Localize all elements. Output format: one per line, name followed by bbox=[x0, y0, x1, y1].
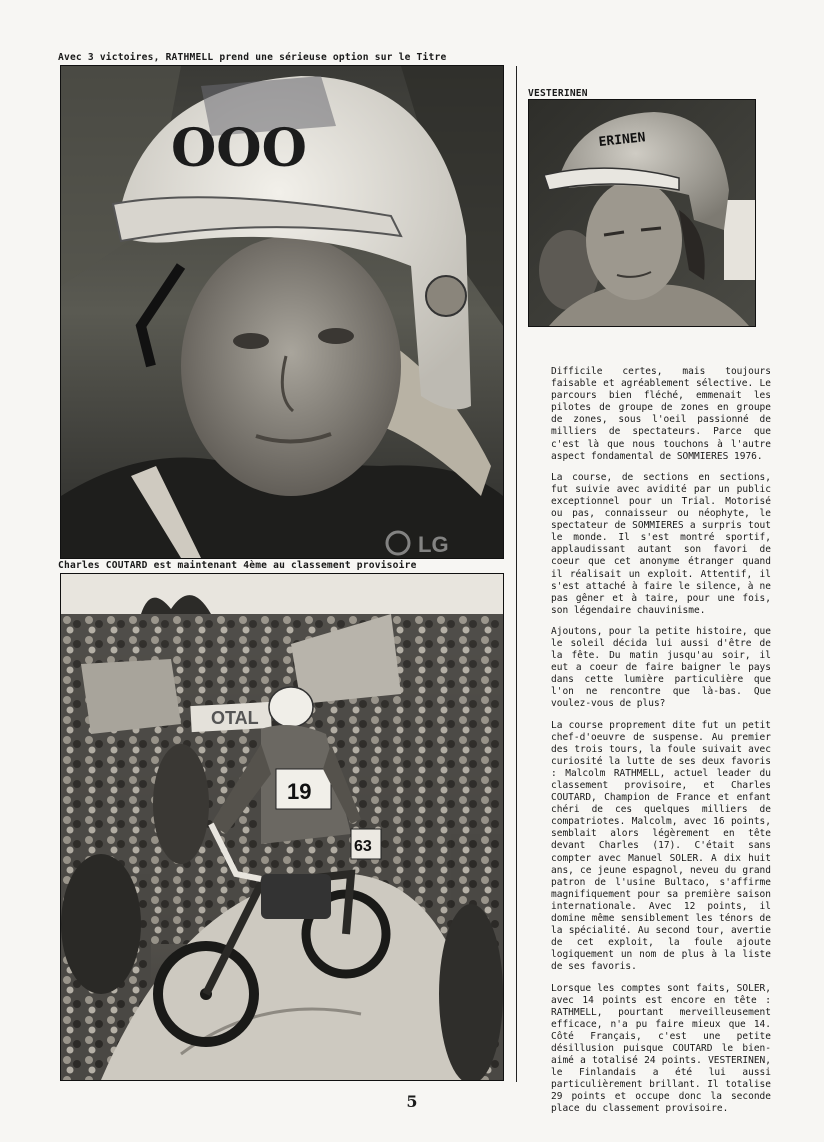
rider-bib-number: 19 bbox=[287, 779, 312, 804]
caption-rathmell: Avec 3 victoires, RATHMELL prend une sérieuse option sur le Titre bbox=[58, 52, 447, 63]
caption-coutard: Charles COUTARD est maintenant 4ème au classement provisoire bbox=[58, 560, 417, 571]
watermark-logo bbox=[380, 528, 490, 558]
photo-coutard-image bbox=[61, 574, 503, 1080]
helmet-name: ERINEN bbox=[597, 130, 647, 151]
photo-vesterinen-image bbox=[529, 100, 755, 326]
photo-vesterinen bbox=[528, 99, 756, 327]
photo-rathmell-image bbox=[61, 66, 503, 558]
helmet-lettering: OOO bbox=[171, 118, 307, 179]
photo-rathmell bbox=[60, 65, 504, 559]
article-paragraph-5: Lorsque les comptes sont faits, SOLER, avec 14 points est encore en tête : RATHMELL, pourtant merveilleusement efficace, n'a pu faire mieux que 14. Côté Français, c'est une petite désillusion puisque COUTARD le bien-aimé a totalisé 24 points. VESTERINEN, le Finlandais a été lui aussi particulièrement brillant. Il totalise 29 points et occupe donc la seconde place du classement provisoire. bbox=[551, 982, 771, 1115]
photo-coutard bbox=[60, 573, 504, 1081]
column-divider bbox=[516, 66, 517, 1082]
article-paragraph-4: La course proprement dite fut un petit chef-d'oeuvre de suspense. Au premier des trois tours, la foule suivait avec curiosité la lutte de ses deux favoris : Malcolm RATHMELL, actuel leader du classement provisoire, et Charles COUTARD, Champion de France et enfant chéri de ces quelques milliers de compatriotes. Malcolm, avec 16 points, semblait alors légèrement en tête devant Charles (17). C'était sans compter avec Manuel SOLER. A dix huit ans, ce jeune espagnol, neveu du grand patron de l'usine Bultaco, s'affirme magnifiquement pour sa première saison internationale. Avec 12 points, il domine même sensiblement les ténors de la spécialité. Au second tour, avertie de cet exploit, la foule ajoute logiquement un nom de plus à la liste de ses favoris. bbox=[551, 719, 771, 973]
caption-vesterinen: VESTERINEN bbox=[528, 88, 588, 99]
spectator-bib-number: 63 bbox=[354, 838, 372, 855]
page-number: 5 bbox=[406, 1092, 418, 1111]
article-paragraph-3: Ajoutons, pour la petite histoire, que le soleil décida lui aussi d'être de la fête. Du matin jusqu'au soir, il eut a coeur de faire baigner le pays dans cette lumière particulière que l'on ne rencontre que là-bas. Que voulez-vous de plus? bbox=[551, 625, 771, 710]
svg-text:LG: LG bbox=[418, 532, 449, 557]
article-paragraph-1: Difficile certes, mais toujours faisable et agréablement sélective. Le parcours bien fléché, emmenait les pilotes de groupe de zones en groupe de zones, sous l'oeil passionné de milliers de spectateurs. Parce que c'est là que nous touchons à l'autre aspect fondamental de SOMMIERES 1976. bbox=[551, 366, 771, 462]
banner-text: OTAL bbox=[211, 708, 259, 728]
article-paragraph-2: La course, de sections en sections, fut suivie avec avidité par un public exceptionnel pour un Trial. Motorisé ou pas, connaisseur ou néophyte, le spectateur de SOMMIERES a surpris tout le monde. Il s'est montré sportif, applaudissant autant son favori de coeur que cet anonyme étranger quand il réalisait un exploit. Attentif, il s'est attaché à faire le silence, à ne pas gêner et à taire, pour une fois, son légendaire chauvinisme. bbox=[551, 471, 771, 616]
article-body bbox=[551, 366, 771, 1125]
